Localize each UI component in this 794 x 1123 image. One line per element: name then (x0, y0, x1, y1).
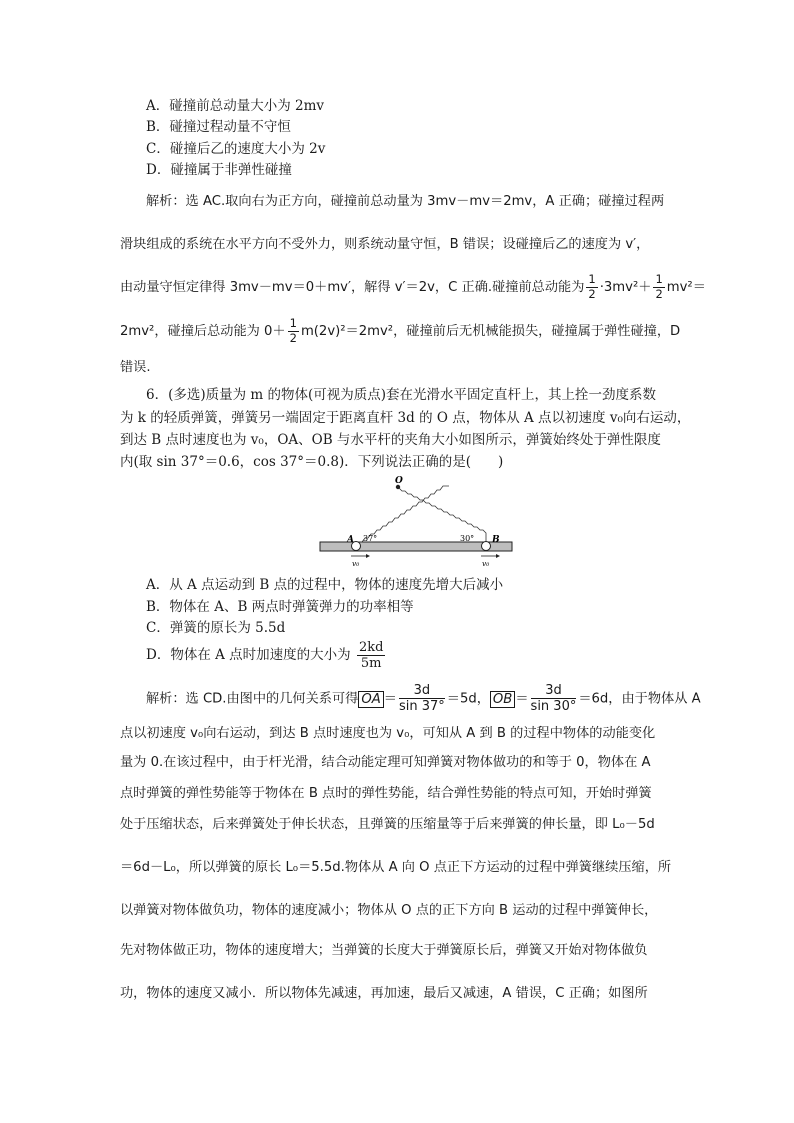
q5-option-d: D．碰撞属于非弹性碰撞 (146, 162, 292, 178)
object-at-b (482, 542, 491, 551)
segment-ob: OB (490, 691, 515, 708)
q6-option-b: B．物体在 A、B 两点时弹簧弹力的功率相等 (146, 599, 414, 615)
fraction-2kd-5m: $\frac{2kd}{5m}$ (358, 640, 384, 671)
q5-solution-line-2: 滑块组成的系统在水平方向不受外力，则系统动量守恒，B 错误；设碰撞后乙的速度为 v′， (120, 237, 650, 252)
arrow-head-icon (366, 554, 370, 558)
velocity-label-b: v₀ (482, 559, 490, 568)
q6-stem-line-3: 到达 B 点时速度也为 v₀，OA、OB 与水平杆的夹角大小如图所示，弹簧始终处于弹性限度 (120, 432, 661, 448)
q6-option-c: C．弹簧的原长为 5.5d (146, 620, 286, 636)
q5-solution-line-3: 由动量守恒定律得 3mv－mv＝0＋mv′，解得 v′＝2v，C 正确.碰撞前总动能为 $\frac{1}{2}$ ·3mv²＋ $\frac{1}{2}$ mv²＝ (120, 272, 706, 301)
arrow-head-icon (496, 554, 500, 558)
fraction-3d-sin30: $\frac{3d}{\sin 30^\circ}$ (530, 683, 577, 714)
angle-37-label: 37° (363, 534, 378, 543)
q6-solution-line-3: 量为 0.在该过程中，由于杆光滑，结合动能定理可知弹簧对物体做功的和等于 0，物体在 A (120, 755, 651, 770)
label-a: A (347, 535, 354, 545)
fraction-half: $\frac{1}{2}$ (588, 272, 596, 301)
segment-oa: OA (358, 691, 383, 708)
q5-option-a: A．碰撞前总动量大小为 2mv (146, 98, 325, 114)
label-o: O (395, 476, 403, 486)
q5-solution-line-1: 解析：选 AC.取向右为正方向，碰撞前总动量为 3mv－mv＝2mv，A 正确；碰撞过程两 (146, 194, 665, 209)
q6-option-d: D．物体在 A 点时加速度的大小为 $\frac{2kd}{5m}$ (146, 640, 384, 671)
q6-solution-line-6: ＝6d－L₀，所以弹簧的原长 L₀＝5.5d.物体从 A 向 O 点正下方运动的过程中弹簧继续压缩，所 (120, 860, 672, 875)
q5-solution-line-5: 错误. (120, 360, 151, 375)
angle-30-label: 30° (460, 534, 475, 543)
q6-solution-line-9: 功，物体的速度又减小．所以物体先减速，再加速，最后又减速，A 错误，C 正确；如图所 (120, 986, 648, 1001)
spring-rod-figure (318, 476, 514, 568)
q6-option-a: A．从 A 点运动到 B 点的过程中，物体的速度先增大后减小 (146, 577, 504, 593)
fraction-half: $\frac{1}{2}$ (289, 316, 297, 345)
q6-stem-line-4: 内(取 sin 37°＝0.6，cos 37°＝0.8)．下列说法正确的是( ) (120, 454, 504, 470)
fraction-half: $\frac{1}{2}$ (655, 272, 663, 301)
fraction-3d-sin37: $\frac{3d}{\sin 37^\circ}$ (398, 683, 445, 714)
velocity-label-a: v₀ (352, 559, 360, 568)
q5-option-b: B．碰撞过程动量不守恒 (146, 119, 291, 135)
q6-solution-line-4: 点时弹簧的弹性势能等于物体在 B 点时的弹性势能，结合弹性势能的特点可知，开始时弹簧 (120, 786, 652, 801)
q6-stem-line-1: 6．(多选)质量为 m 的物体(可视为质点)套在光滑水平固定直杆上，其上拴一劲度系数 (146, 387, 657, 403)
q6-solution-line-5: 处于压缩状态，后来弹簧处于伸长状态，且弹簧的压缩量等于后来弹簧的伸长量，即 L₀－5d (120, 817, 655, 832)
q6-solution-line-1: 解析：选 CD.由图中的几何关系可得 OA ＝ $\frac{3d}{\sin 37^\circ}$ ＝5d， OB ＝ $\frac{3d}{\sin 30^\circ}$ ＝6d，由于物体从 A (146, 683, 701, 714)
q6-stem-line-2: 为 k 的轻质弹簧，弹簧另一端固定于距离直杆 3d 的 O 点，物体从 A 点以初速度 v₀向右运动， (120, 410, 691, 426)
q5-option-c: C．碰撞后乙的速度大小为 2v (146, 141, 326, 157)
q5-solution-line-4: 2mv²，碰撞后总动能为 0＋ $\frac{1}{2}$ m(2v)²＝2mv²，碰撞前后无机械能损失，碰撞属于弹性碰撞，D (120, 316, 681, 345)
q6-solution-line-8: 先对物体做正功，物体的速度增大；当弹簧的长度大于弹簧原长后，弹簧又开始对物体做负 (120, 943, 648, 958)
q6-solution-line-7: 以弹簧对物体做负功，物体的速度减小；物体从 O 点的正下方向 B 运动的过程中弹簧伸长， (120, 903, 658, 918)
q6-solution-line-2: 点以初速度 v₀向右运动，到达 B 点时速度也为 v₀，可知从 A 到 B 的过程中物体的动能变化 (120, 726, 656, 741)
label-b: B (492, 535, 500, 545)
